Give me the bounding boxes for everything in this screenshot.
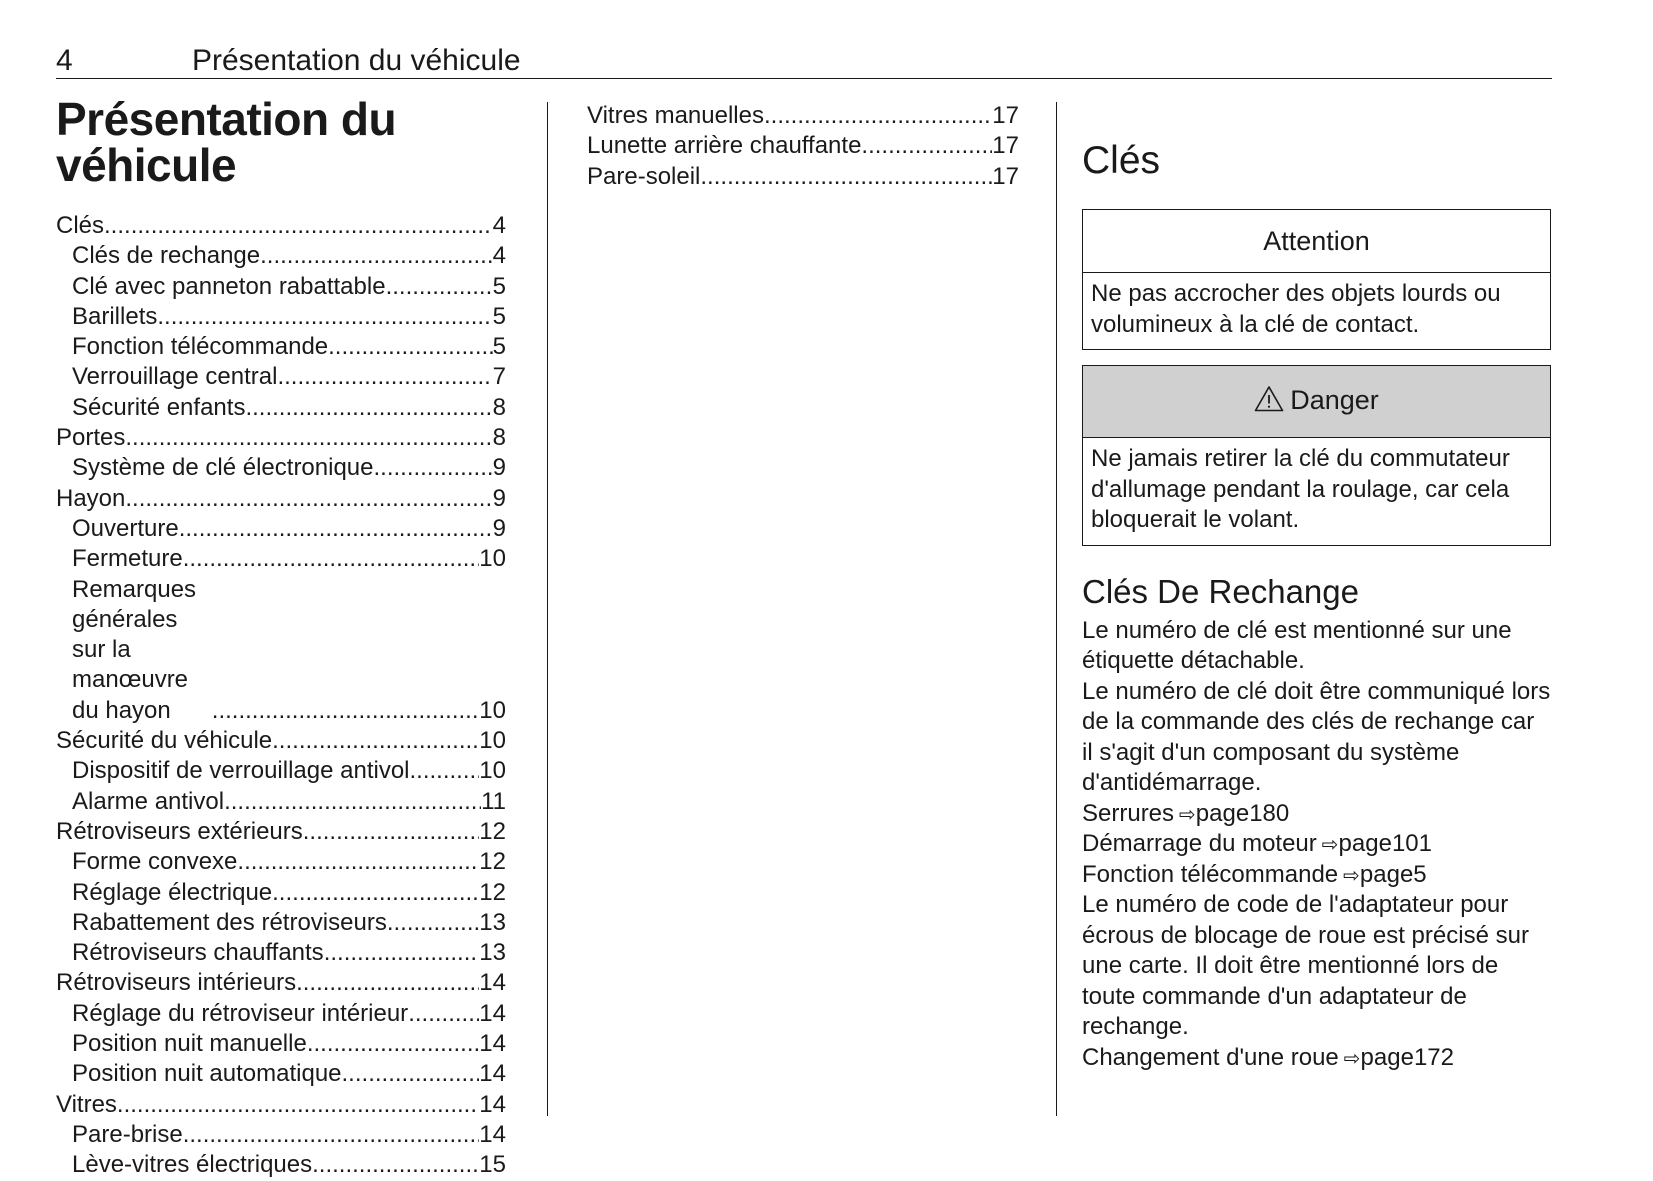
subsection-body xyxy=(1082,616,1551,1074)
toc-entry[interactable] xyxy=(56,211,506,241)
toc-entry-label: Vitres xyxy=(56,1090,117,1118)
toc-leader-dots xyxy=(224,787,481,817)
toc-leader-dots xyxy=(861,131,992,161)
toc-entry-label: Pare-soleil xyxy=(587,162,701,190)
toc-entry-label: Sécurité enfants xyxy=(72,393,246,421)
toc-leader-dots xyxy=(117,1090,479,1120)
cross-reference-label: Serrures xyxy=(1082,799,1175,827)
attention-text: Ne pas accrocher des objets lourds ou volumineux à la clé de contact. xyxy=(1091,280,1501,338)
toc-entry[interactable] xyxy=(56,817,506,847)
arrow-right-icon: ⇨ xyxy=(1321,832,1339,856)
toc-leader-dots xyxy=(410,756,480,786)
danger-header xyxy=(1083,366,1550,438)
toc-entry-page: 14 xyxy=(479,969,506,997)
toc-leader-dots xyxy=(245,393,492,423)
cross-reference-label: Changement d'une roue xyxy=(1082,1043,1339,1071)
cross-reference-link[interactable] xyxy=(1082,829,1551,860)
toc-entry-page: 10 xyxy=(479,727,506,755)
toc-entry[interactable] xyxy=(587,131,1019,161)
toc-leader-dots xyxy=(312,1150,479,1180)
toc-entry-label: Rabattement des rétroviseurs xyxy=(72,908,387,936)
section-column xyxy=(1082,138,1551,1073)
attention-heading: Attention xyxy=(1083,210,1550,273)
toc-leader-dots xyxy=(324,938,480,968)
arrow-right-icon: ⇨ xyxy=(1343,862,1360,887)
attention-box xyxy=(1082,209,1551,350)
toc-entry-page: 11 xyxy=(481,787,506,815)
cross-reference-target: page5 xyxy=(1359,860,1427,888)
toc-entry-label: Rétroviseurs chauffants xyxy=(72,939,324,967)
toc-entry-label: Position nuit manuelle xyxy=(72,1030,307,1058)
toc-leader-dots xyxy=(700,162,992,192)
toc-leader-dots xyxy=(296,968,479,998)
toc-entry-label: Sécurité du véhicule xyxy=(56,727,273,755)
cross-reference-label: Fonction télécommande xyxy=(1082,860,1339,888)
danger-box xyxy=(1082,365,1551,546)
toc-entry[interactable] xyxy=(56,1029,506,1059)
toc-entry[interactable] xyxy=(56,423,506,453)
toc-entry[interactable] xyxy=(587,162,1019,192)
table-of-contents xyxy=(56,211,506,1181)
toc-entry[interactable] xyxy=(56,393,506,423)
toc-entry-page: 14 xyxy=(479,1090,506,1118)
toc-entry[interactable] xyxy=(56,999,506,1029)
toc-entry[interactable] xyxy=(56,272,506,302)
cross-references xyxy=(1082,1043,1551,1074)
toc-entry[interactable] xyxy=(56,514,506,544)
cross-reference-target: page101 xyxy=(1338,830,1432,857)
toc-entry-page: 8 xyxy=(492,393,506,421)
toc-leader-dots xyxy=(260,241,493,271)
subsection-title: Clés De Rechange xyxy=(1082,572,1359,610)
toc-entry-label: Fonction télécommande xyxy=(72,333,329,361)
toc-leader-dots xyxy=(303,817,480,847)
toc-entry-page: 12 xyxy=(479,878,506,906)
toc-entry[interactable] xyxy=(56,453,506,483)
toc-leader-dots xyxy=(183,544,480,574)
toc-entry-label: Clé avec panneton rabattable xyxy=(72,272,386,300)
page-number: 4 xyxy=(56,44,73,77)
table-of-contents-continued xyxy=(587,101,1019,192)
toc-entry[interactable] xyxy=(56,787,506,817)
toc-entry-label: Vitres manuelles xyxy=(587,102,764,129)
toc-entry-page: 14 xyxy=(479,1120,506,1148)
paragraph: Le numéro de code de l'adaptateur pour écrous de blocage de roue est précisé sur une carte. Il doit être mentionné lors de toute commande d'un adaptateur de rechange. xyxy=(1082,891,1529,1040)
toc-entry[interactable] xyxy=(56,1090,506,1120)
toc-entry[interactable] xyxy=(56,332,506,362)
toc-entry-page: 14 xyxy=(479,1060,506,1088)
toc-leader-dots xyxy=(179,514,493,544)
toc-entry-page: 7 xyxy=(492,363,506,391)
toc-entry[interactable] xyxy=(56,1150,506,1180)
arrow-right-icon: ⇨ xyxy=(1343,1045,1361,1070)
toc-entry[interactable] xyxy=(56,575,506,726)
toc-entry[interactable] xyxy=(56,756,506,786)
toc-entry-label: Réglage du rétroviseur intérieur xyxy=(72,999,409,1027)
running-header xyxy=(56,44,1552,79)
toc-entry-page: 10 xyxy=(479,757,506,785)
toc-entry-page: 5 xyxy=(492,333,506,361)
toc-entry-label: Rétroviseurs extérieurs xyxy=(56,817,303,845)
cross-reference-label: Démarrage du moteur xyxy=(1082,830,1317,857)
toc-entry-label: Réglage électrique xyxy=(72,878,273,906)
toc-leader-dots xyxy=(125,423,492,453)
cross-reference-link[interactable] xyxy=(1082,1043,1551,1074)
toc-entry-label: Barillets xyxy=(72,302,158,330)
toc-leader-dots xyxy=(374,453,493,483)
toc-entry-label: Verrouillage central xyxy=(72,363,278,391)
cross-reference-target: page172 xyxy=(1360,1043,1454,1071)
danger-heading: Danger xyxy=(1290,385,1379,415)
toc-entry-label: Portes xyxy=(56,424,126,452)
toc-entry[interactable] xyxy=(56,1059,506,1089)
toc-entry-page: 13 xyxy=(479,908,506,936)
toc-leader-dots xyxy=(237,847,479,877)
toc-entry-label: Rétroviseurs intérieurs xyxy=(56,969,297,997)
toc-entry-page: 12 xyxy=(479,817,506,845)
toc-column xyxy=(56,93,506,1181)
toc-entry-page: 9 xyxy=(492,514,506,542)
toc-entry-page: 10 xyxy=(479,696,506,724)
cross-reference-link[interactable] xyxy=(1082,860,1551,891)
toc-entry[interactable] xyxy=(56,302,506,332)
toc-leader-dots xyxy=(157,302,492,332)
arrow-right-icon: ⇨ xyxy=(1179,801,1196,826)
toc-leader-dots xyxy=(272,726,479,756)
toc-entry-page: 17 xyxy=(992,162,1019,190)
toc-entry-page: 5 xyxy=(492,272,506,300)
toc-entry[interactable] xyxy=(56,908,506,938)
toc-entry-label: Fermeture xyxy=(72,545,183,573)
toc-leader-dots xyxy=(386,272,493,302)
toc-entry-label: Dispositif de verrouillage antivol xyxy=(72,757,410,785)
toc-entry-page: 12 xyxy=(479,848,506,876)
toc-entry-page: 5 xyxy=(492,302,506,330)
toc-leader-dots xyxy=(307,1029,479,1059)
toc-entry-label: Lève-vitres électriques xyxy=(72,1151,313,1179)
toc-entry[interactable] xyxy=(56,1120,506,1150)
toc-entry-label: Lunette arrière chauffante xyxy=(587,132,862,160)
danger-text: Ne jamais retirer la clé du commutateur d'allumage pendant la roulage, car cela bloquerait le volant. xyxy=(1091,445,1510,533)
toc-leader-dots xyxy=(272,878,479,908)
toc-entry[interactable] xyxy=(56,362,506,392)
toc-continued-column xyxy=(587,101,1019,192)
section-title: Clés xyxy=(1082,139,1161,182)
running-header-section: Présentation du véhicule xyxy=(192,44,521,77)
toc-entry-page: 4 xyxy=(492,242,506,270)
chapter-title: Présentation du véhicule xyxy=(56,93,397,191)
toc-entry-label: Clés de rechange xyxy=(72,242,261,270)
toc-entry-page: 13 xyxy=(479,939,506,967)
toc-leader-dots xyxy=(342,1059,480,1089)
column-divider-left xyxy=(547,102,548,1116)
toc-entry-page: 9 xyxy=(492,454,506,482)
toc-entry-label: Ouverture xyxy=(72,514,179,542)
toc-leader-dots xyxy=(125,484,492,514)
toc-entry[interactable] xyxy=(56,726,506,756)
column-divider-right xyxy=(1056,102,1057,1116)
toc-entry-page: 9 xyxy=(492,484,506,512)
toc-entry[interactable] xyxy=(56,938,506,968)
toc-leader-dots xyxy=(277,362,492,392)
toc-entry[interactable] xyxy=(587,101,1019,131)
toc-entry-page: 14 xyxy=(479,1030,506,1058)
toc-entry-label: Remarques générales sur la manœuvre du hayon xyxy=(72,575,197,724)
toc-entry-page: 15 xyxy=(479,1151,506,1179)
cross-reference-link[interactable] xyxy=(1082,799,1551,830)
cross-references xyxy=(1082,799,1551,891)
toc-entry[interactable] xyxy=(56,968,506,998)
toc-entry-label: Alarme antivol xyxy=(72,787,225,815)
toc-entry-page: 10 xyxy=(479,545,506,573)
toc-leader-dots xyxy=(387,908,479,938)
toc-entry-label: Hayon xyxy=(56,484,126,512)
toc-entry[interactable] xyxy=(56,847,506,877)
toc-leader-dots xyxy=(104,211,493,241)
warning-triangle-icon xyxy=(1254,369,1284,437)
toc-entry-label: Position nuit automatique xyxy=(72,1060,342,1088)
toc-entry-label: Pare-brise xyxy=(72,1120,183,1148)
toc-entry-page: 17 xyxy=(992,102,1019,129)
toc-entry-page: 8 xyxy=(492,424,506,452)
toc-leader-dots xyxy=(212,696,480,726)
toc-entry-page: 17 xyxy=(992,132,1019,160)
paragraph: Le numéro de clé doit être communiqué lors de la commande des clés de rechange car il s'agit d'un composant du système d'antidémarrage. xyxy=(1082,677,1551,796)
toc-entry[interactable] xyxy=(56,878,506,908)
paragraph: Le numéro de clé est mentionné sur une étiquette détachable. xyxy=(1082,616,1512,674)
toc-entry-label: Système de clé électronique xyxy=(72,454,374,482)
toc-entry[interactable] xyxy=(56,241,506,271)
toc-entry-label: Forme convexe xyxy=(72,848,238,876)
toc-entry-page: 4 xyxy=(492,212,506,239)
toc-leader-dots xyxy=(183,1120,480,1150)
toc-leader-dots xyxy=(328,332,493,362)
toc-entry[interactable] xyxy=(56,484,506,514)
toc-leader-dots xyxy=(408,999,479,1029)
cross-reference-target: page180 xyxy=(1195,799,1290,827)
toc-leader-dots xyxy=(764,101,992,131)
toc-entry[interactable] xyxy=(56,544,506,574)
toc-entry-label: Clés xyxy=(56,212,105,239)
toc-entry-page: 14 xyxy=(479,999,506,1027)
